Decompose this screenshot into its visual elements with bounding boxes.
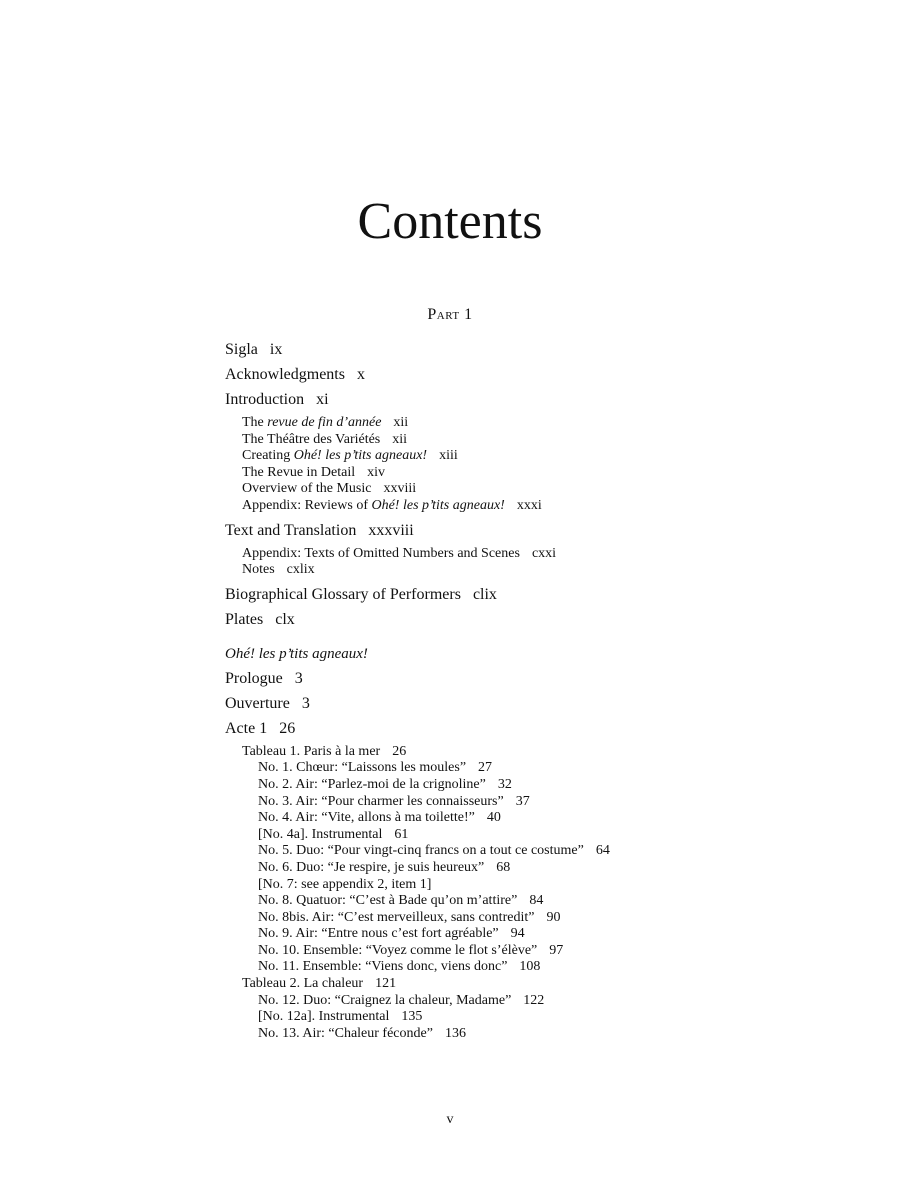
toc-entry-page: 90 bbox=[546, 909, 561, 925]
toc-subentry: The Revue in Detail xiv bbox=[242, 464, 386, 480]
toc-entry-page: 94 bbox=[510, 926, 525, 942]
toc-number-entry: No. 12. Duo: “Craignez la chaleur, Madame” 122 bbox=[258, 992, 545, 1008]
toc-entry-page: 121 bbox=[375, 976, 397, 992]
toc-entry-page: x bbox=[356, 366, 365, 383]
toc-number-entry: [No. 4a]. Instrumental 61 bbox=[258, 826, 409, 842]
toc-entry-page: 37 bbox=[515, 793, 530, 809]
toc-entry-page: 3 bbox=[294, 669, 303, 687]
page-title: Contents bbox=[357, 193, 543, 250]
toc-subentry: The Théâtre des Variétés xii bbox=[242, 431, 408, 447]
toc-entry-page: 136 bbox=[444, 1025, 466, 1041]
toc-number-entry: No. 3. Air: “Pour charmer les connaisseurs” 37 bbox=[258, 793, 530, 809]
toc-entry-page: 32 bbox=[497, 776, 512, 792]
toc-entry-label: Acte 1 bbox=[225, 719, 268, 737]
toc-entry-page: xiv bbox=[367, 464, 386, 480]
toc-subentry: Creating Ohé! les p’tits agneaux! xiii bbox=[242, 448, 458, 464]
toc-number-entry: [No. 7: see appendix 2, item 1] bbox=[258, 876, 432, 892]
toc-entry-page: ix bbox=[269, 341, 283, 358]
page-number: v bbox=[446, 1112, 454, 1127]
toc-entry-label: Text and Translation bbox=[225, 521, 357, 539]
toc-subentry: The revue de fin d’année xii bbox=[242, 415, 409, 430]
toc-entry-page: xxxviii bbox=[368, 521, 414, 539]
toc-entry-text-translation bbox=[225, 519, 865, 543]
toc-entry-page: clix bbox=[472, 585, 497, 603]
toc-entry-page: 27 bbox=[478, 760, 493, 776]
toc-subentry: Overview of the Music xxviii bbox=[242, 481, 417, 497]
toc-entry-page: 108 bbox=[519, 959, 541, 975]
toc-entry-page: 3 bbox=[301, 694, 310, 712]
toc-entry-label: Plates bbox=[225, 610, 264, 628]
toc-entry-page: 64 bbox=[595, 843, 610, 859]
part-heading: Part 1 bbox=[427, 306, 473, 323]
toc-number-entry: [No. 12a]. Instrumental 135 bbox=[258, 1009, 423, 1025]
toc-number-entry: No. 5. Duo: “Pour vingt-cinq francs on a tout ce costume” 64 bbox=[258, 843, 610, 859]
toc-entry-acknowledgments bbox=[225, 363, 865, 387]
toc-entry-acte-1 bbox=[225, 717, 865, 741]
toc-entry-ouverture bbox=[225, 692, 865, 716]
toc-entry-page: xxxi bbox=[516, 497, 542, 513]
toc-number-entry: No. 9. Air: “Entre nous c’est fort agréable” 94 bbox=[258, 926, 525, 942]
toc-subentry: Notes cxlix bbox=[242, 562, 315, 578]
toc-entry-label: Introduction bbox=[225, 391, 305, 408]
toc-number-entry: No. 6. Duo: “Je respire, je suis heureux” 68 bbox=[258, 859, 511, 875]
toc-tableau-2: Tableau 2. La chaleur 121 bbox=[242, 976, 397, 992]
toc-subentry: Appendix: Reviews of Ohé! les p’tits agneaux! xxxi bbox=[242, 497, 542, 513]
toc-entry-page: xxviii bbox=[383, 481, 417, 497]
toc-entry-page: 26 bbox=[279, 719, 296, 737]
toc-entry-sigla bbox=[225, 338, 865, 362]
toc-entry-page: 61 bbox=[394, 826, 409, 842]
toc-entry-page: xii bbox=[392, 431, 408, 447]
toc-entry-plates bbox=[225, 608, 865, 632]
toc-entry-introduction bbox=[225, 388, 865, 412]
toc-entry-label: Ouverture bbox=[225, 694, 290, 712]
toc-entry-label: Prologue bbox=[225, 669, 283, 687]
toc-number-entry: No. 2. Air: “Parlez-moi de la crignoline” 32 bbox=[258, 776, 512, 792]
toc-number-entry: No. 13. Air: “Chaleur féconde” 136 bbox=[258, 1025, 466, 1041]
toc-entry-label: Biographical Glossary of Performers bbox=[225, 585, 461, 603]
toc-number-entry: No. 4. Air: “Vite, allons à ma toilette!” 40 bbox=[258, 810, 501, 826]
toc-number-entry: No. 8bis. Air: “C’est merveilleux, sans contredit” 90 bbox=[258, 909, 561, 925]
toc-number-entry: No. 1. Chœur: “Laissons les moules” 27 bbox=[258, 760, 493, 776]
toc-entry-page: 68 bbox=[496, 859, 511, 875]
toc-number-entry: No. 10. Ensemble: “Voyez comme le flot s’élève” 97 bbox=[258, 942, 564, 958]
work-title: Ohé! les p’tits agneaux! bbox=[225, 645, 368, 662]
toc-entry-label: Sigla bbox=[225, 341, 258, 358]
toc-entry-page: xiii bbox=[439, 448, 458, 464]
toc-entry-page: 84 bbox=[529, 893, 544, 909]
toc-entry-label: Acknowledgments bbox=[225, 366, 345, 383]
toc-entry-page: 40 bbox=[486, 810, 501, 826]
toc-entry-glossary bbox=[225, 583, 865, 607]
toc-number-entry: No. 11. Ensemble: “Viens donc, viens donc” 108 bbox=[258, 959, 541, 975]
toc-entry-page: 122 bbox=[523, 992, 545, 1008]
toc-entry-page: cxlix bbox=[286, 562, 315, 578]
toc-entry-prologue bbox=[225, 667, 865, 691]
toc-entry-page: cxxi bbox=[531, 545, 557, 561]
toc-entry-page: clx bbox=[275, 610, 295, 628]
table-of-contents bbox=[225, 337, 865, 1042]
toc-subentry: Appendix: Texts of Omitted Numbers and Scenes cxxi bbox=[242, 545, 557, 561]
toc-entry-page: xii bbox=[393, 415, 409, 430]
toc-number-entry: No. 8. Quatuor: “C’est à Bade qu’on m’attire” 84 bbox=[258, 893, 544, 909]
toc-entry-page: 135 bbox=[401, 1009, 423, 1025]
toc-entry-page: 26 bbox=[392, 743, 407, 759]
toc-tableau-1: Tableau 1. Paris à la mer 26 bbox=[242, 743, 407, 759]
toc-entry-page: 97 bbox=[549, 942, 564, 958]
toc-entry-page: xi bbox=[316, 391, 329, 408]
